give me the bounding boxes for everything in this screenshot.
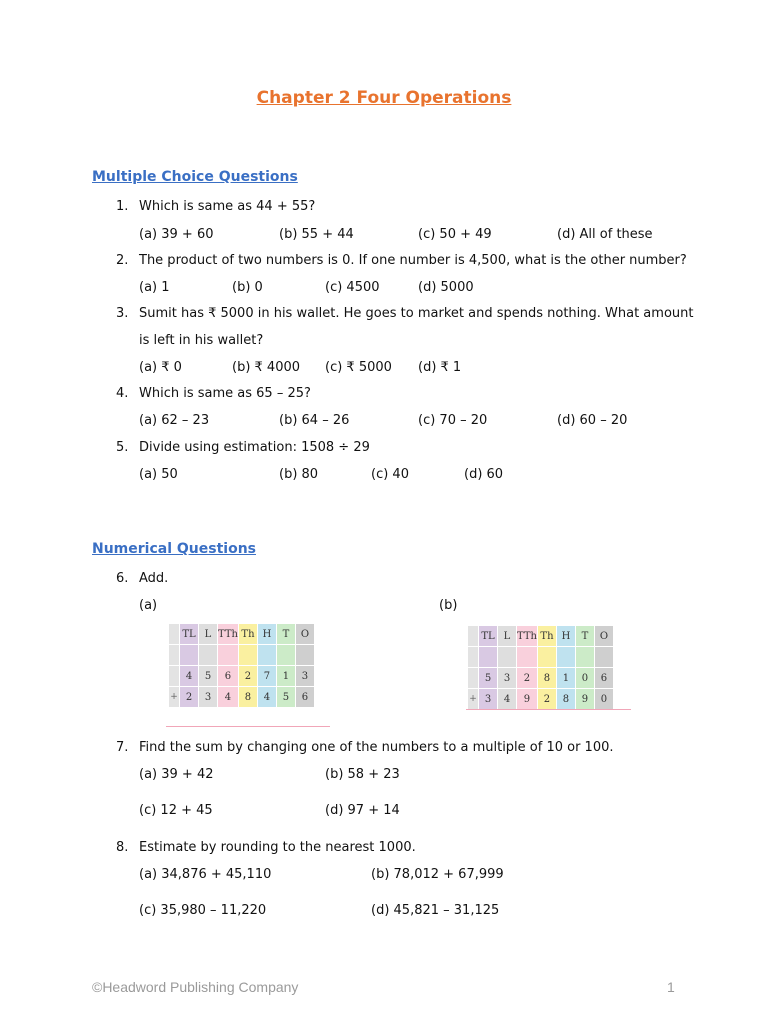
option-b: (b) 78,012 + 67,999 xyxy=(371,867,504,882)
digit-cell: 3 xyxy=(479,689,498,710)
column-header: T xyxy=(276,624,295,645)
option-a: (a) 1 xyxy=(139,280,170,295)
option-d: (d) 45,821 – 31,125 xyxy=(371,903,500,918)
digit-cell: 1 xyxy=(276,666,295,687)
option-b: (b) 58 + 23 xyxy=(325,767,400,782)
plus-sign: + xyxy=(468,689,479,710)
option-a: (a) 62 – 23 xyxy=(139,413,210,428)
column-header: L xyxy=(498,626,517,647)
option-c: (c) 70 – 20 xyxy=(418,413,488,428)
option-a: (a) 39 + 42 xyxy=(139,767,214,782)
option-d: (d) 97 + 14 xyxy=(325,803,400,818)
option-a: (a) 50 xyxy=(139,467,178,482)
digit-cell: 5 xyxy=(479,668,498,689)
column-header: TTh xyxy=(218,624,239,645)
option-c: (c) 50 + 49 xyxy=(418,227,492,242)
option-c: (c) 4500 xyxy=(325,280,380,295)
footer-copyright: ©Headword Publishing Company xyxy=(92,979,299,995)
option-c: (c) 12 + 45 xyxy=(139,803,213,818)
digit-cell: 1 xyxy=(556,668,575,689)
digit-cell: 9 xyxy=(517,689,538,710)
column-header: O xyxy=(594,626,613,647)
digit-cell: 2 xyxy=(537,689,556,710)
question-number: 3. xyxy=(116,306,129,321)
digit-cell: 8 xyxy=(556,689,575,710)
question-text: Sumit has ₹ 5000 in his wallet. He goes to market and spends nothing. What amount xyxy=(139,306,694,321)
option-d: (d) 60 – 20 xyxy=(557,413,628,428)
table-row xyxy=(169,687,315,708)
column-header: O xyxy=(295,624,314,645)
digit-cell: 0 xyxy=(594,689,613,710)
table-header-row xyxy=(169,624,315,645)
option-c: (c) 35,980 – 11,220 xyxy=(139,903,267,918)
question-text: Find the sum by changing one of the numbers to a multiple of 10 or 100. xyxy=(139,740,614,755)
option-c: (c) ₹ 5000 xyxy=(325,360,392,375)
table-blank-row xyxy=(169,645,315,666)
digit-cell: 3 xyxy=(295,666,314,687)
digit-cell: 6 xyxy=(295,687,314,708)
option-b: (b) 0 xyxy=(232,280,263,295)
digit-cell: 2 xyxy=(180,687,199,708)
column-header: TL xyxy=(180,624,199,645)
column-header: Th xyxy=(238,624,257,645)
option-b: (b) 64 – 26 xyxy=(279,413,350,428)
subpart-label-b: (b) xyxy=(439,598,458,613)
option-b: (b) ₹ 4000 xyxy=(232,360,301,375)
digit-cell: 8 xyxy=(537,668,556,689)
question-text: Which is same as 44 + 55? xyxy=(139,199,316,214)
place-value-table-b xyxy=(467,625,614,710)
digit-cell: 9 xyxy=(575,689,594,710)
page-number: 1 xyxy=(667,979,675,995)
digit-cell: 4 xyxy=(218,687,239,708)
table-row xyxy=(468,689,614,710)
question-text: The product of two numbers is 0. If one number is 4,500, what is the other number? xyxy=(139,253,687,268)
question-text: Divide using estimation: 1508 ÷ 29 xyxy=(139,440,370,455)
question-number: 8. xyxy=(116,840,129,855)
column-header: Th xyxy=(537,626,556,647)
column-header: TTh xyxy=(517,626,538,647)
table-row xyxy=(468,668,614,689)
digit-cell: 8 xyxy=(238,687,257,708)
page-title: Chapter 2 Four Operations xyxy=(256,88,512,108)
question-number: 1. xyxy=(116,199,129,214)
digit-cell: 4 xyxy=(498,689,517,710)
column-header: TL xyxy=(479,626,498,647)
digit-cell: 3 xyxy=(498,668,517,689)
digit-cell: 3 xyxy=(199,687,218,708)
question-number: 7. xyxy=(116,740,129,755)
question-number: 6. xyxy=(116,571,129,586)
question-number: 4. xyxy=(116,386,129,401)
option-d: (d) All of these xyxy=(557,227,653,242)
place-value-table-a xyxy=(168,623,315,708)
answer-line-b xyxy=(466,709,631,710)
answer-line-a xyxy=(166,726,330,727)
table-row xyxy=(169,666,315,687)
table-blank-row xyxy=(468,647,614,668)
question-number: 5. xyxy=(116,440,129,455)
section-heading-mcq: Multiple Choice Questions xyxy=(92,169,298,185)
column-header: T xyxy=(575,626,594,647)
option-a: (a) ₹ 0 xyxy=(139,360,182,375)
question-text: Estimate by rounding to the nearest 1000. xyxy=(139,840,416,855)
digit-cell: 0 xyxy=(575,668,594,689)
table-header-row xyxy=(468,626,614,647)
digit-cell: 2 xyxy=(238,666,257,687)
option-d: (d) ₹ 1 xyxy=(418,360,462,375)
question-text: Which is same as 65 – 25? xyxy=(139,386,311,401)
option-d: (d) 60 xyxy=(464,467,504,482)
question-number: 2. xyxy=(116,253,129,268)
digit-cell: 5 xyxy=(199,666,218,687)
option-c: (c) 40 xyxy=(371,467,409,482)
digit-cell: 4 xyxy=(180,666,199,687)
question-text-continued: is left in his wallet? xyxy=(139,333,264,348)
column-header: L xyxy=(199,624,218,645)
column-header: H xyxy=(257,624,276,645)
section-heading-numerical: Numerical Questions xyxy=(92,541,256,557)
option-a: (a) 39 + 60 xyxy=(139,227,214,242)
digit-cell: 6 xyxy=(218,666,239,687)
option-b: (b) 55 + 44 xyxy=(279,227,354,242)
plus-sign: + xyxy=(169,687,180,708)
digit-cell: 2 xyxy=(517,668,538,689)
option-a: (a) 34,876 + 45,110 xyxy=(139,867,272,882)
column-header: H xyxy=(556,626,575,647)
digit-cell: 4 xyxy=(257,687,276,708)
question-text: Add. xyxy=(139,571,169,586)
digit-cell: 7 xyxy=(257,666,276,687)
option-b: (b) 80 xyxy=(279,467,319,482)
subpart-label-a: (a) xyxy=(139,598,158,613)
digit-cell: 5 xyxy=(276,687,295,708)
option-d: (d) 5000 xyxy=(418,280,474,295)
digit-cell: 6 xyxy=(594,668,613,689)
